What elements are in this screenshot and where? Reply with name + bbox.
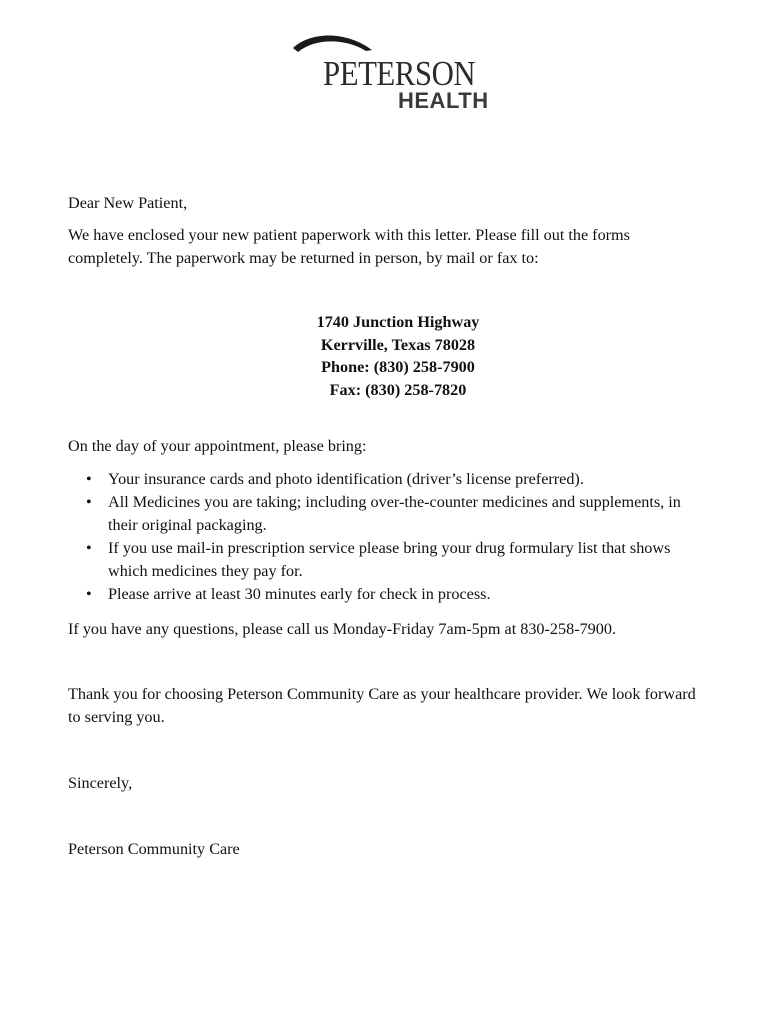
closing: Sincerely,: [68, 774, 133, 792]
list-item: [68, 491, 708, 537]
address-fax: Fax: (830) 258-7820: [329, 380, 467, 399]
list-item: [68, 583, 708, 606]
questions-paragraph: If you have any questions, please call us Monday-Friday 7am-5pm at 830-258-7900.: [68, 620, 617, 638]
bullet-icon: •: [86, 585, 92, 603]
logo-wordmark: PETERSON: [323, 54, 476, 93]
list-item-text: If you use mail-in prescription service please bring your drug formulary list that shows which medicines they pay for.: [108, 539, 671, 580]
bullet-icon: •: [86, 493, 92, 511]
address-phone: Phone: (830) 258-7900: [321, 358, 475, 376]
list-item-text: All Medicines you are taking; including over-the-counter medicines and supplements, in their original packaging.: [108, 493, 681, 534]
list-item: [68, 537, 708, 583]
list-item: [68, 468, 708, 491]
bring-list: [68, 468, 708, 606]
signature: Peterson Community Care: [68, 840, 240, 858]
address-street: 1740 Junction Highway: [316, 313, 480, 331]
thanks-paragraph: Thank you for choosing Peterson Community Care as your healthcare provider. We look forward to serving you.: [68, 685, 696, 726]
address-city: Kerrville, Texas 78028: [320, 335, 476, 354]
logo-submark: HEALTH: [398, 88, 489, 113]
bring-intro: On the day of your appointment, please bring:: [68, 437, 367, 455]
salutation: Dear New Patient,: [68, 194, 188, 212]
peterson-health-logo: [290, 30, 500, 114]
list-item-text: Please arrive at least 30 minutes early for check in process.: [108, 585, 491, 603]
bullet-icon: •: [86, 539, 92, 557]
list-item-text: Your insurance cards and photo identification (driver’s license preferred).: [108, 470, 584, 488]
address-block: [0, 311, 770, 401]
intro-paragraph: We have enclosed your new patient paperwork with this letter. Please fill out the forms completely. The paperwork may be returned in person, by mail or fax to:: [68, 226, 630, 267]
bullet-icon: •: [86, 470, 92, 488]
